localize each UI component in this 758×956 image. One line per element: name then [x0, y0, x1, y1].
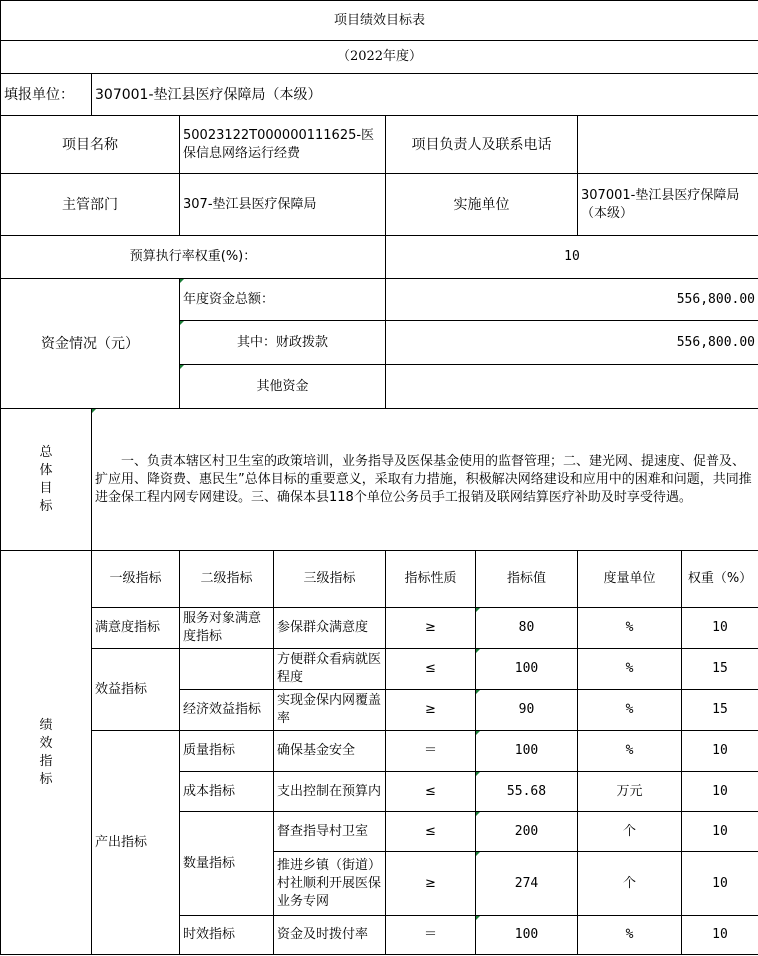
- op-cell: ≥: [386, 852, 476, 916]
- op-cell: ≤: [386, 772, 476, 812]
- val-cell: 55.68: [476, 772, 578, 812]
- l1-cell: 满意度指标: [92, 608, 180, 649]
- weight-cell: 15: [682, 649, 758, 690]
- l3-cell: 推进乡镇（街道）村社顺利开展医保业务专网: [274, 852, 386, 916]
- l2-cell: 时效指标: [180, 916, 274, 955]
- funds-total-value: 556,800.00: [386, 279, 758, 321]
- budget-weight-value: 10: [386, 236, 758, 279]
- l3-cell: 参保群众满意度: [274, 608, 386, 649]
- l2-cell: 经济效益指标: [180, 690, 274, 731]
- funds-other-value: [386, 365, 758, 409]
- year-label: （2022年度）: [1, 41, 758, 74]
- unit-cell: 个: [578, 812, 682, 852]
- dept-value: 307-垫江县医疗保障局: [180, 174, 386, 236]
- goal-text: 一、负责本辖区村卫生室的政策培训，业务指导及医保基金使用的监督管理；二、建光网、提速度、促普及、扩应用、降资费、惠民生”总体目标的重要意义，采取有力措施，积极解决网络建设和应用中的困难和问题，共同推进金保工程内网专网建设。三、确保本县118个单位公务员手工报销及联网结算医疗补助及时享受待遇。: [92, 409, 758, 551]
- l2-cell: 数量指标: [180, 812, 274, 916]
- unit-cell: %: [578, 608, 682, 649]
- op-cell: ＝: [386, 916, 476, 955]
- table-row: [1, 731, 758, 772]
- val-cell: 100: [476, 649, 578, 690]
- funds-fiscal-label: 其中：财政拨款: [180, 321, 386, 365]
- val-cell: 200: [476, 812, 578, 852]
- val-cell: 274: [476, 852, 578, 916]
- unit-cell: %: [578, 690, 682, 731]
- page-title: 项目绩效目标表: [1, 1, 758, 41]
- op-cell: ＝: [386, 731, 476, 772]
- l1-cell: 效益指标: [92, 649, 180, 731]
- val-cell: 90: [476, 690, 578, 731]
- header-weight: 权重（%）: [682, 551, 758, 608]
- l3-cell: 确保基金安全: [274, 731, 386, 772]
- header-l3: 三级指标: [274, 551, 386, 608]
- l2-cell: 服务对象满意度指标: [180, 608, 274, 649]
- weight-cell: 10: [682, 916, 758, 955]
- op-cell: ≤: [386, 649, 476, 690]
- impl-label: 实施单位: [386, 174, 578, 236]
- l1-cell: 产出指标: [92, 731, 180, 955]
- l3-cell: 支出控制在预算内: [274, 772, 386, 812]
- header-l1: 一级指标: [92, 551, 180, 608]
- weight-cell: 10: [682, 852, 758, 916]
- unit-cell: %: [578, 649, 682, 690]
- l2-cell: 质量指标: [180, 731, 274, 772]
- dept-label: 主管部门: [1, 174, 180, 236]
- val-cell: 100: [476, 916, 578, 955]
- funds-total-label: 年度资金总额：: [180, 279, 386, 321]
- op-cell: ≤: [386, 812, 476, 852]
- perf-label: 绩效指标: [1, 551, 92, 955]
- funds-fiscal-value: 556,800.00: [386, 321, 758, 365]
- l3-cell: 方便群众看病就医程度: [274, 649, 386, 690]
- project-name-label: 项目名称: [1, 116, 180, 174]
- l3-cell: 资金及时拨付率: [274, 916, 386, 955]
- weight-cell: 10: [682, 731, 758, 772]
- reporting-unit-value: 307001-垫江县医疗保障局（本级）: [92, 74, 758, 116]
- project-leader-label: 项目负责人及联系电话: [386, 116, 578, 174]
- impl-value: 307001-垫江县医疗保障局（本级）: [578, 174, 758, 236]
- header-val: 指标值: [476, 551, 578, 608]
- budget-weight-label: 预算执行率权重(%)：: [1, 236, 386, 279]
- table-row: [1, 608, 758, 649]
- funds-label: 资金情况（元）: [1, 279, 180, 409]
- project-leader-value: [578, 116, 758, 174]
- goal-label: 总体目标: [1, 409, 92, 551]
- unit-cell: %: [578, 731, 682, 772]
- header-op: 指标性质: [386, 551, 476, 608]
- header-unit: 度量单位: [578, 551, 682, 608]
- l2-cell: 成本指标: [180, 772, 274, 812]
- table-row: [1, 649, 758, 690]
- weight-cell: 10: [682, 812, 758, 852]
- unit-cell: 万元: [578, 772, 682, 812]
- val-cell: 100: [476, 731, 578, 772]
- op-cell: ≥: [386, 690, 476, 731]
- weight-cell: 10: [682, 772, 758, 812]
- l3-cell: 督查指导村卫室: [274, 812, 386, 852]
- project-name-value: 50023122T000000111625-医保信息网络运行经费: [180, 116, 386, 174]
- reporting-unit-label: 填报单位：: [1, 74, 92, 116]
- unit-cell: %: [578, 916, 682, 955]
- weight-cell: 15: [682, 690, 758, 731]
- l3-cell: 实现金保内网覆盖率: [274, 690, 386, 731]
- op-cell: ≥: [386, 608, 476, 649]
- l2-cell: [180, 649, 274, 690]
- weight-cell: 10: [682, 608, 758, 649]
- unit-cell: 个: [578, 852, 682, 916]
- val-cell: 80: [476, 608, 578, 649]
- funds-other-label: 其他资金: [180, 365, 386, 409]
- header-l2: 二级指标: [180, 551, 274, 608]
